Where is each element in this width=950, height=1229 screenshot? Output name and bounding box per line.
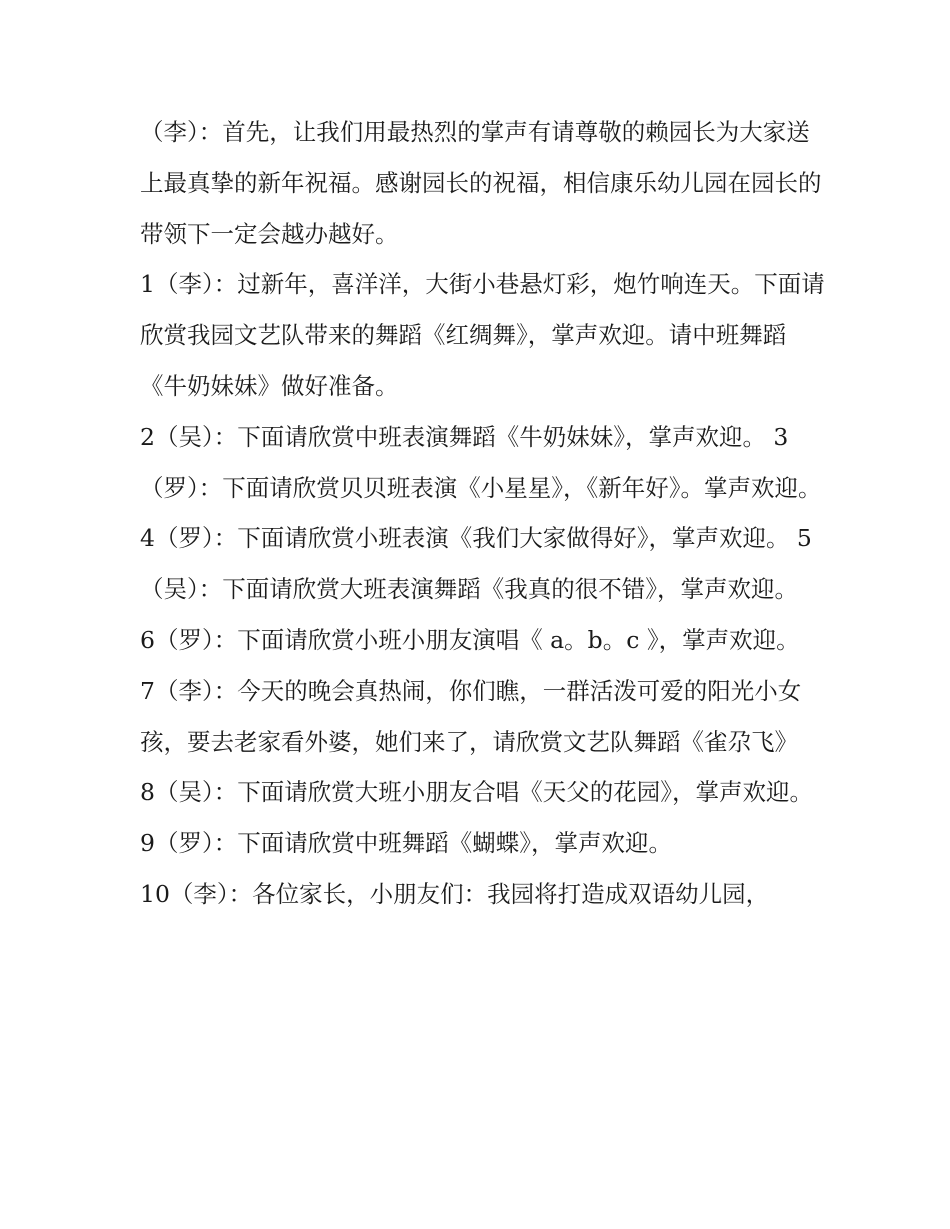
paragraph-item-4-5: 4（罗）：下面请欣赏小班表演《我们大家做得好》，掌声欢迎。 5（吴）：下面请欣赏大班表演舞蹈《我真的很不错》，掌声欢迎。 [140,524,812,604]
paragraph-item-2-3: 2（吴）：下面请欣赏中班表演舞蹈《牛奶妹妹》，掌声欢迎。 3（罗）：下面请欣赏贝贝班表演《小星星》，《新年好》。掌声欢迎。 [140,422,822,502]
paragraph-item-8-9: 8（吴）：下面请欣赏大班小朋友合唱《天父的花园》，掌声欢迎。 9（罗）：下面请欣赏中班舞蹈《蝴蝶》，掌声欢迎。 [140,778,813,858]
paragraph-director-greeting: （李）：首先，让我们用最热烈的掌声有请尊敬的赖园长为大家送上最真挚的新年祝福。感谢园长的祝福，相信康乐幼儿园在园长的带领下一定会越办越好。 [140,118,822,248]
paragraph-item-10: 10（李）：各位家长，小朋友们：我园将打造成双语幼儿园， [140,879,770,908]
paragraph-item-6: 6（罗）：下面请欣赏小班小朋友演唱《 a。b。c 》，掌声欢迎。 [140,625,800,654]
paragraph-item-7: 7（李）：今天的晚会真热闹，你们瞧，一群活泼可爱的阳光小女孩，要去老家看外婆，她们来了，请欣赏文艺队舞蹈《雀尕飞》 [140,676,802,756]
paragraph-item-1: 1（李）：过新年，喜洋洋，大街小巷悬灯彩，炮竹响连天。下面请欣赏我园文艺队带来的舞蹈《红绸舞》，掌声欢迎。请中班舞蹈《牛奶妹妹》做好准备。 [140,270,825,400]
